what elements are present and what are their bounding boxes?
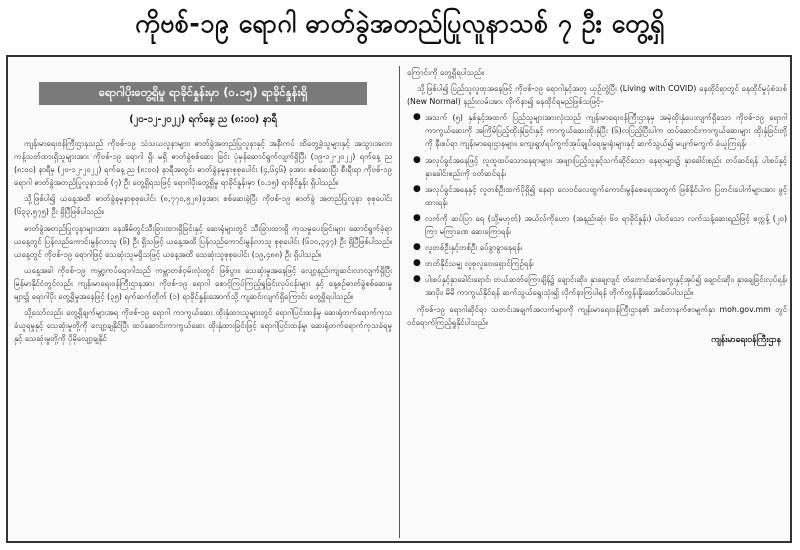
list-item: ● တတ်နိုင်သမျှ လူစုလူဝေးရှောင်ကြဉ်ရန်၊ <box>407 257 787 270</box>
dateline: (၂၀-၁၂-၂၀၂၂) ရက်နေ့၊ ည (၈:၀၀) နာရီ <box>129 114 277 125</box>
closing-paragraph: ကိုဗစ်-၁၉ ရောဂါဆိုင်ရာ သတင်းအချက်အလက်များကို ကျန်းမာရေးဝန်ကြီးဌာန၏ အင်တာနက်စာမျက်နှာ moh.gov.mm တွင် ဝင်ရောက်ကြည့်ရှုနိုင်ပါသည်။ <box>407 304 787 327</box>
left-column <box>14 66 392 538</box>
list-item: ● အလုပ်ခွင်အနေဖြင့် လူထူထပ်သောနေရာများ၊ အဖျားပြည့်သူနှင့်သက်ဆိုင်သော နေရာများ၌ နှာခေါင်းစည်း တပ်ဆင်ရန် ပါးစပ်နှင့်နှာခေါင်းစည်းကို ဝတ်ဆင်ရန်၊ <box>413 154 787 178</box>
guidance-list <box>407 111 787 299</box>
signature: ကျန်းမာရေးဝန်ကြီးဌာန <box>711 334 781 345</box>
list-item: ● လူတစ်ဦးနှင့်တစ်ဦး ခပ်ခွာခွာနေရန်၊ <box>407 241 787 254</box>
right-column <box>407 66 787 538</box>
headline: ကိုဗစ်-၁၉ ရောဂါ ဓာတ်ခွဲအတည်ပြုလူနာသစ် ၇ ဦး တွေ့ရှိ <box>135 8 665 38</box>
paragraph-testing: ကျန်းမာရေးဝန်ကြီးဌာနသည် ကိုဗစ်-၁၉ သံသယလူနာများ၊ ဓာတ်ခွဲအတည်ပြုလူနာနှင့် အနီးကပ် ထိတွေ့ခဲ့သူများနှင့် အသွားအလာကန့်သတ်ထားရှိသူများအား ကိုဗစ်-၁၉ ရောဂါ ရှိ၊ မရှိ ဓာတ်ခွဲစစ်ဆေး ခြင်း ပုံမှန်ဆောင်ရွက်လျက်ရှိပြီး (၁၉-၁၂-၂၀၂၂) ရက်နေ့ ည (၈:၀၀) နာရီမှ (၂၀-၁၂-၂၀၂၂) ရက်နေ့ ည (၈:၀၀) နာရီအတွင်း ဓာတ်ခွဲနမူနာစုစုပေါင်း (၄,၆၄၆) ခုအား စစ်ဆေးပြီး စီးရီးရာ ကိုဗစ်-၁၉ ရောဂါ ဓာတ်ခွဲအတည်ပြုလူနာသစ် (၇) ဦး တွေ့ရှိရသဖြင့် ရောဂါပိုးတွေ့ရှိမှု ရာခိုင်နှုန်းမှာ (၀.၁၅) ရာခိုင်နှုန်း ရှိပါသည်။ <box>14 139 392 188</box>
column-divider <box>399 66 400 538</box>
list-item: ● ပါးစပ်နှင့်နှာခေါင်းရောင်၊ တယ်ဆတ်ကြောချိန်၌ ချောင်းဆိုး၊ နှာချေလျင် တံတောင်ဆစ်ကွေးနှင့်အုပ်၍ ချောင်းဆိုး၊ နှာချေခြင်းလုပ်ရန်၊ အာပိုး၊ မိမိ ကာကွယ်နိုင်ရန် ဆက်သွယ်ရွေးသုံး၍ လိုက်နာကြပါရန် တိုက်တွန်းနှိုးဆော်အပ်ပါသည်။ <box>413 274 787 298</box>
bullet-icon: ● <box>413 154 421 165</box>
bullet-icon: ● <box>413 242 421 253</box>
paragraph-global-situation: ယနေ့အခါ ကိုဗစ်-၁၉ ကမ္ဘာ့ကပ်ရောဂါသည် ကမ္ဘာတစ်ဝှမ်းလုံးတွင် ဖြစ်ပွား၊ သေဆုံးမှုအနေဖြင့် လျော့နည်းကျဆင်းလာလျက်ရှိပြီး မြန်မာနိုင်ငံတွင်လည်း ကျန်းမာရေးဝန်ကြီးဌာနအား ကိုဗစ်-၁၉ ရောဂါ စောင့်ကြပ်ကြည့်ရှုခြင်းလုပ်ငန်းများ နှင့် နေ့စဉ်ဓာတ်ခွဲစစ်ဆေးမှုများ၌ ရောဂါပိုး တွေ့ရှိမှုအနေဖြင့် (၃၅) ရက်ဆက်တိုက် (၁) ရာခိုင်နှုန်းအောက်သို့ ကျဆင်းလျက်ရှိကြောင်း တွေ့ရှိရပါသည်။ <box>14 265 392 302</box>
bullet-icon: ● <box>413 112 421 123</box>
continued-line: ကြောင်းကို တွေ့ရှိရပါသည်။ <box>407 68 484 77</box>
paragraph-totals: သို့ဖြစ်ပါ၍ ယနေ့အထိ ဓာတ်ခွဲနမူနာစုစုပေါင်း (၈,၇၇၀,၅၂၈)ခုအား စစ်ဆေးခဲ့ပြီး ကိုဗစ်-၁၉ ဓာတ်ခွဲ အတည်ပြုလူနာ စုစုပေါင်း (၆၃၃,၅၇၅) ဦး ရှိပြီဖြစ်ပါသည်။ <box>14 194 392 217</box>
list-item: ● အလုပ်ခွင်အနေနှင့် လူတစ်ဦးထက်ပိုရှိ၍ နေရာ လေဝင်လေထွက်ကောင်းမွန်စေရေးအတွက် ဖြစ်နိုင်ပါက ပြတင်းပေါက်များအား ဖွင့်ထားရန်၊ <box>413 183 787 207</box>
bullet-icon: ● <box>413 183 421 194</box>
list-item: ● အသက် (၅) နှစ်နှင့်အထက် ပြည်သူများအားလုံးသည် ကျန်းမာရေးဝန်ကြီးဌာနမှ အမဲ့ထိုးနှံပေးလျက်ရှိသော ကိုဗစ်-၁၉ ရောဂါ ကာကွယ်ဆေးကို အကြိမ်ပြည့်ထိုးနှံခြင်းနှင့် ကာကွယ်ဆေးထိုးနှံပြီး (၆)လပြည့်ပြီးပါက ထပ်ဆောင်းကာကွယ်ဆေးများ ထိုးနှံခြင်းတို့ကို နီးစပ်ရာ ကျန်းမာရေးဌာနများ၊ ကျေးရွာ/ရပ်ကွက်အုပ်ချုပ်ရေးမှူးရုံးများနှင့် ဆက်သွယ်၍ မပျက်မကွက် ခံယူကြရန်၊ <box>413 112 787 149</box>
list-item: ● လက်ကို ဆပ်ပြာ ရေ (သို့မဟုတ်) အယ်လ်ကိုဟော (အနည်းဆုံး ၆၀ ရာခိုင်နှုန်း) ပါဝင်သော လက်သန့်ဆေးရည်ဖြင့် စက္ကန့် (၂၀) ကြာ မကြာခဏ ဆေးကြောရန်၊ <box>413 212 787 237</box>
bullet-icon: ● <box>413 274 421 285</box>
bullet-icon: ● <box>413 212 421 223</box>
paragraph-recoveries: ဓာတ်ခွဲအတည်ပြုလူနာများအား နေအိမ်တွင်သီးခြားထားရှိခြင်းနှင့် ဆေးရုံများတွင် သီးခြားထားရှိ ကုသမှုပေးခြင်းများ ဆောင်ရွက်ခဲ့ရာ ယနေ့တွင် ပြန်လည်ကောင်းမွန်လာသူ (၆) ဦး ရှိသဖြင့် ယနေ့အထိ ပြန်လည်ကောင်းမွန်လာသူ စုစုပေါင်း (၆၁၀,၃၄၇) ဦး ရှိပြီဖြစ်ပါသည်။ ယနေ့တွင် ကိုဗစ်-၁၉ ရောဂါဖြင့် သေဆုံးသူမရှိသဖြင့် ယနေ့အထိ သေဆုံးသူစုစုပေါင်း (၁၉,၄၈၈) ဦး ရှိပါသည်။ <box>14 223 392 259</box>
headline-wrap <box>0 0 800 52</box>
paragraph-vaccine-findings: သို့သော်လည်း တွေ့ရှိချက်များအရ ကိုဗစ်-၁၉ ရောဂါ ကာကွယ်ဆေး ထိုးနှံထားသူများတွင် ရောဂါပြင်းထန်မှု ဆေးရုံတက်ရောက်ကုသခံယူရမှုနှင့် သေဆုံးမှုတို့ကို လျော့ချနိုင်ပြီး ထပ်ဆောင်းကာကွယ်ဆေး ထိုးနှံထားခြင်းဖြင့် ရောဂါပြင်းထန်မှု၊ ဆေးရုံတက်ရောက်ကုသခံရမှုနှင့် သေဆုံးမှုတို့ကို ပိုမိုလျော့ချနိုင် <box>14 308 392 344</box>
positivity-banner: ရောဂါပိုးတွေ့ရှိမှု ရာခိုင်နှုန်းမှာ (၀.၁၅) ရာခိုင်နှုန်းရှိ <box>39 82 367 105</box>
living-with-covid-paragraph: သို့ဖြစ်ပါ၍ ပြည်သူလူထုအနေဖြင့် ကိုဗစ်-၁၉ ရောဂါနှင့်အတူ ယှဉ်တွဲပြီး (Living with COVID) နေထိုင်ရာတွင် နေထိုင်မှုပုံစံသစ် (New Normal) နည်းလမ်းအား လိုက်နာ၍ နေထိုင်ရမည်ဖြစ်သဖြင့်- <box>407 84 787 107</box>
bullet-icon: ● <box>413 258 421 269</box>
